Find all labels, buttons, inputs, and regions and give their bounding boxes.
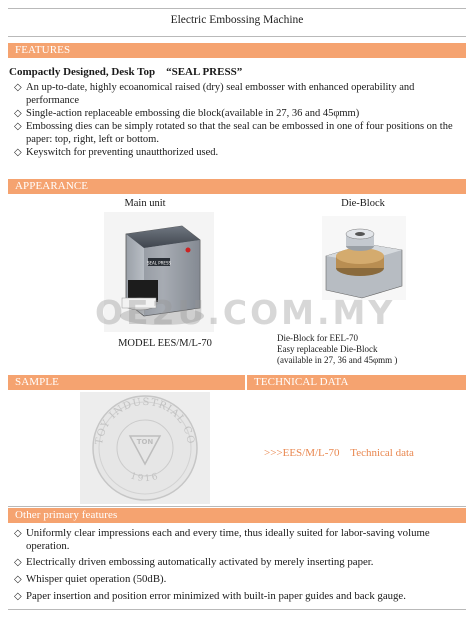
diamond-bullet-icon: ◇ <box>14 147 22 158</box>
die-block-label: Die-Block <box>341 198 385 209</box>
watermark: OE2U.COM.MY <box>95 293 396 332</box>
features-header: FEATURES <box>8 43 466 58</box>
list-item: ◇ Electrically driven embossing automatically activated by merely inserting paper. <box>14 556 374 568</box>
features-list <box>14 81 460 159</box>
list-item: ◇ Paper insertion and position error minimized with built-in paper guides and back gauge. <box>14 590 406 602</box>
sample-header: SAMPLE <box>8 375 245 390</box>
appearance-header: APPEARANCE <box>8 179 466 194</box>
diamond-bullet-icon: ◇ <box>14 591 22 602</box>
diamond-bullet-icon: ◇ <box>14 82 22 93</box>
seal-sample-image <box>80 392 210 504</box>
other-rule <box>8 506 466 507</box>
bottom-rule <box>8 609 466 610</box>
technical-data-header: TECHNICAL DATA <box>247 375 466 390</box>
diamond-bullet-icon: ◇ <box>14 557 22 568</box>
seal-top-text: TOY INDUSTRIAL CO <box>94 396 197 446</box>
diamond-bullet-icon: ◇ <box>14 574 22 585</box>
list-item: ◇ Embossing dies can be simply rotated so that the seal can be embossed in one of four positions on the paper: top, right, left or bottom. <box>14 121 453 145</box>
seal-center-text: TON <box>136 438 154 446</box>
seal-bottom-text: 1916 <box>128 471 162 485</box>
list-item: ◇ Uniformly clear impressions each and every time, thus ideally suited for labor-saving volume operation. <box>14 527 430 552</box>
page-title: Electric Embossing Machine <box>170 14 304 26</box>
features-subheading: Compactly Designed, Desk Top “SEAL PRESS” <box>9 66 243 78</box>
top-rule <box>8 8 466 9</box>
model-caption: MODEL EES/M/L-70 <box>118 338 212 349</box>
die-block-image <box>322 216 406 300</box>
diamond-bullet-icon: ◇ <box>14 528 22 539</box>
technical-data-link[interactable]: >>>EES/M/L-70 Technical data <box>264 447 414 459</box>
title-rule <box>8 36 466 37</box>
list-item: ◇ Keyswitch for preventing unautthorized used. <box>14 147 219 158</box>
list-item: ◇ Whisper quiet operation (50dB). <box>14 573 167 585</box>
list-item: ◇ Single-action replaceable embossing die block(available in 27, 36 and 45φmm) <box>14 108 360 119</box>
diamond-bullet-icon: ◇ <box>14 108 22 119</box>
diamond-bullet-icon: ◇ <box>14 121 22 132</box>
die-caption: Die-Block for EEL-70 Easy replaceable Die-Block (available in 27, 36 and 45φmm ) <box>277 333 398 365</box>
main-unit-label: Main unit <box>124 198 166 209</box>
other-features-header: Other primary features <box>8 508 466 523</box>
machine-badge: SEAL PRESS <box>146 260 172 266</box>
other-features-list <box>14 527 460 603</box>
list-item: ◇ An up-to-date, highly ecoanomical raised (dry) seal embosser with enhanced operability and performance <box>14 82 415 106</box>
